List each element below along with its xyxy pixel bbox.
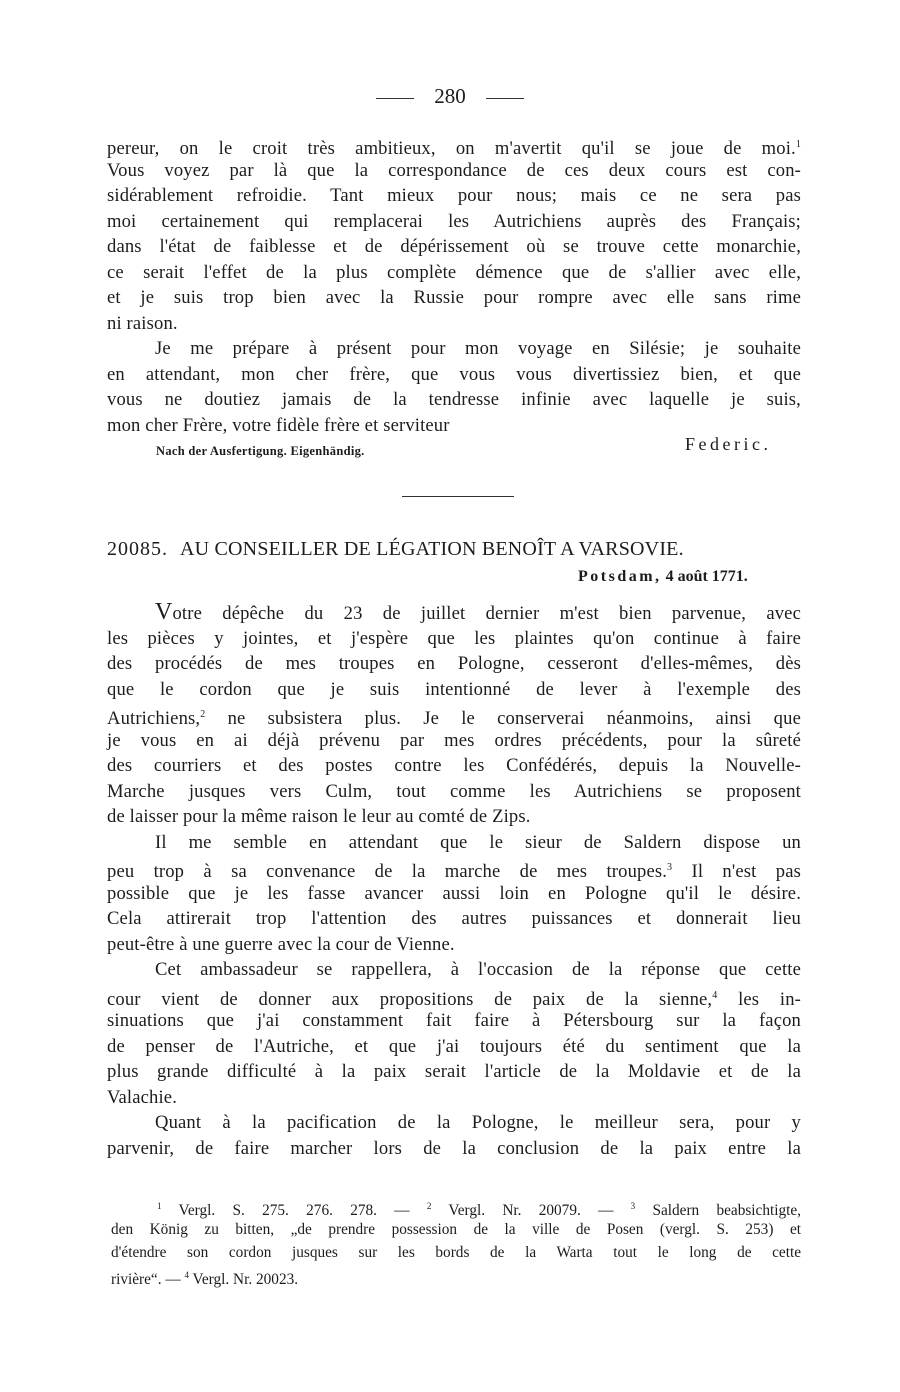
text-line: les pièces y jointes, et j'espère que les plaintes qu'on continue à faire: [107, 627, 801, 649]
header-rule-right: [486, 98, 524, 99]
text-line: en attendant, mon cher frère, que vous vous divertissiez bien, et que: [107, 363, 801, 385]
text-line: mon cher Frère, votre fidèle frère et serviteur: [107, 414, 450, 436]
text-line: Je me prépare à présent pour mon voyage en Silésie; je souhaite: [155, 338, 801, 359]
footnote-marker: 3: [667, 862, 673, 873]
text-line: ce serait l'effet de la plus complète démence que de s'allier avec elle,: [107, 261, 801, 283]
section-divider: [402, 496, 514, 497]
footnote-marker: 2: [200, 709, 206, 720]
text-line: Cet ambassadeur se rappellera, à l'occasion de la réponse que cette: [155, 959, 801, 980]
text-line: de penser de l'Autriche, et que j'ai toujours été du sentiment que la: [107, 1035, 801, 1057]
footnote-line: den König zu bitten, „de prendre possession de la ville de Posen (vergl. S. 253) et: [111, 1221, 801, 1238]
text-line: Valachie.: [107, 1086, 178, 1108]
page-header: [0, 84, 900, 109]
letter-number: 20085.: [107, 538, 168, 560]
text-line: cour vient de donner aux propositions de paix de la sienne,$^4$ les in-: [107, 988, 801, 1010]
text-line: Vous voyez par là que la correspondance de ces deux cours est con-: [107, 159, 801, 181]
text-line: des courriers et des postes contre les Confédérés, depuis la Nouvelle-: [107, 755, 801, 776]
text-line: de laisser pour la même raison le leur au comté de Zips.: [107, 806, 531, 827]
footnotes: [111, 1195, 801, 1287]
text-line: ni raison.: [107, 312, 178, 334]
text-line: peu trop à sa convenance de la marche de mes troupes.$^3$ Il n'est pas: [107, 861, 801, 882]
text-line: Quant à la pacification de la Pologne, le meilleur sera, pour y: [155, 1112, 801, 1133]
text-line: plus grande difficulté à la paix serait l'article de la Moldavie et de la: [107, 1061, 801, 1082]
text-line: et je suis trop bien avec la Russie pour rompre avec elle sans rime: [107, 287, 801, 308]
text-line: possible que je les fasse avancer aussi loin en Pologne qu'il le désire.: [107, 882, 801, 904]
letter-end-body: [107, 132, 801, 438]
letter-title: AU CONSEILLER DE LÉGATION BENOÎT A VARSOVIE.: [180, 538, 684, 560]
dateline: [578, 568, 748, 586]
text-line: peut-être à une guerre avec la cour de Vienne.: [107, 933, 455, 955]
text-line: sinuations que j'ai constamment fait faire à Pétersbourg sur la façon: [107, 1010, 801, 1031]
text-line: Autrichiens,$^2$ ne subsistera plus. Je le conserverai néanmoins, ainsi que: [107, 708, 801, 729]
source-note: Nach der Ausfertigung. Eigenhändig.: [156, 444, 365, 458]
initial-letter: V: [155, 599, 173, 625]
text-line: vous ne doutiez jamais de la tendresse infinie avec laquelle je suis,: [107, 389, 801, 410]
letter-heading: [107, 538, 801, 561]
footnote-marker: 4: [712, 989, 718, 1001]
text-line: que le cordon que je suis intentionné de lever à l'exemple des: [107, 678, 801, 700]
header-rule-left: [376, 98, 414, 99]
text-line: Marche jusques vers Culm, tout comme les Autrichiens se proposent: [107, 780, 801, 802]
text-line: parvenir, de faire marcher lors de la conclusion de la paix entre la: [107, 1137, 801, 1159]
text-line: Votre dépêche du 23 de juillet dernier m'est bien parvenue, avec: [155, 599, 801, 625]
text-line: Cela attirerait trop l'attention des autres puissances et donnerait lieu: [107, 908, 801, 929]
text-line: moi certainement qui remplacerai les Autrichiens auprès des Français;: [107, 210, 801, 232]
text-line: des procédés de mes troupes en Pologne, cesseront d'elles-mêmes, dès: [107, 653, 801, 674]
footnote-line: rivière“. — $^4$ Vergl. Nr. 20023.: [111, 1270, 299, 1288]
page-number: 280: [434, 84, 466, 108]
footnote-line: d'étendre son cordon jusques sur les bords de la Warta tout le long de cette: [111, 1244, 801, 1261]
text-line: Il me semble en attendant que le sieur de Saldern dispose un: [155, 831, 801, 853]
text-line: je vous en ai déjà prévenu par mes ordres précédents, pour la sûreté: [107, 729, 801, 751]
letter-body: [107, 600, 801, 1161]
text-line: pereur, on le croit très ambitieux, on m'avertit qu'il se joue de moi.$^1$: [107, 138, 801, 159]
text-line: dans l'état de faiblesse et de dépérissement où se trouve cette monarchie,: [107, 236, 801, 257]
footnote-marker: 1: [795, 139, 801, 150]
dateline-place: Potsdam,: [578, 568, 662, 585]
dateline-date: 4 août 1771.: [665, 568, 748, 585]
signature: Federic.: [685, 434, 772, 454]
text-line: sidérablement refroidie. Tant mieux pour nous; mais ce ne sera pas: [107, 185, 801, 206]
footnote-line: $^1$ Vergl. S. 275. 276. 278. — $^2$ Vergl. Nr. 20079. — $^3$ Saldern beabsichtigte,: [157, 1201, 802, 1219]
